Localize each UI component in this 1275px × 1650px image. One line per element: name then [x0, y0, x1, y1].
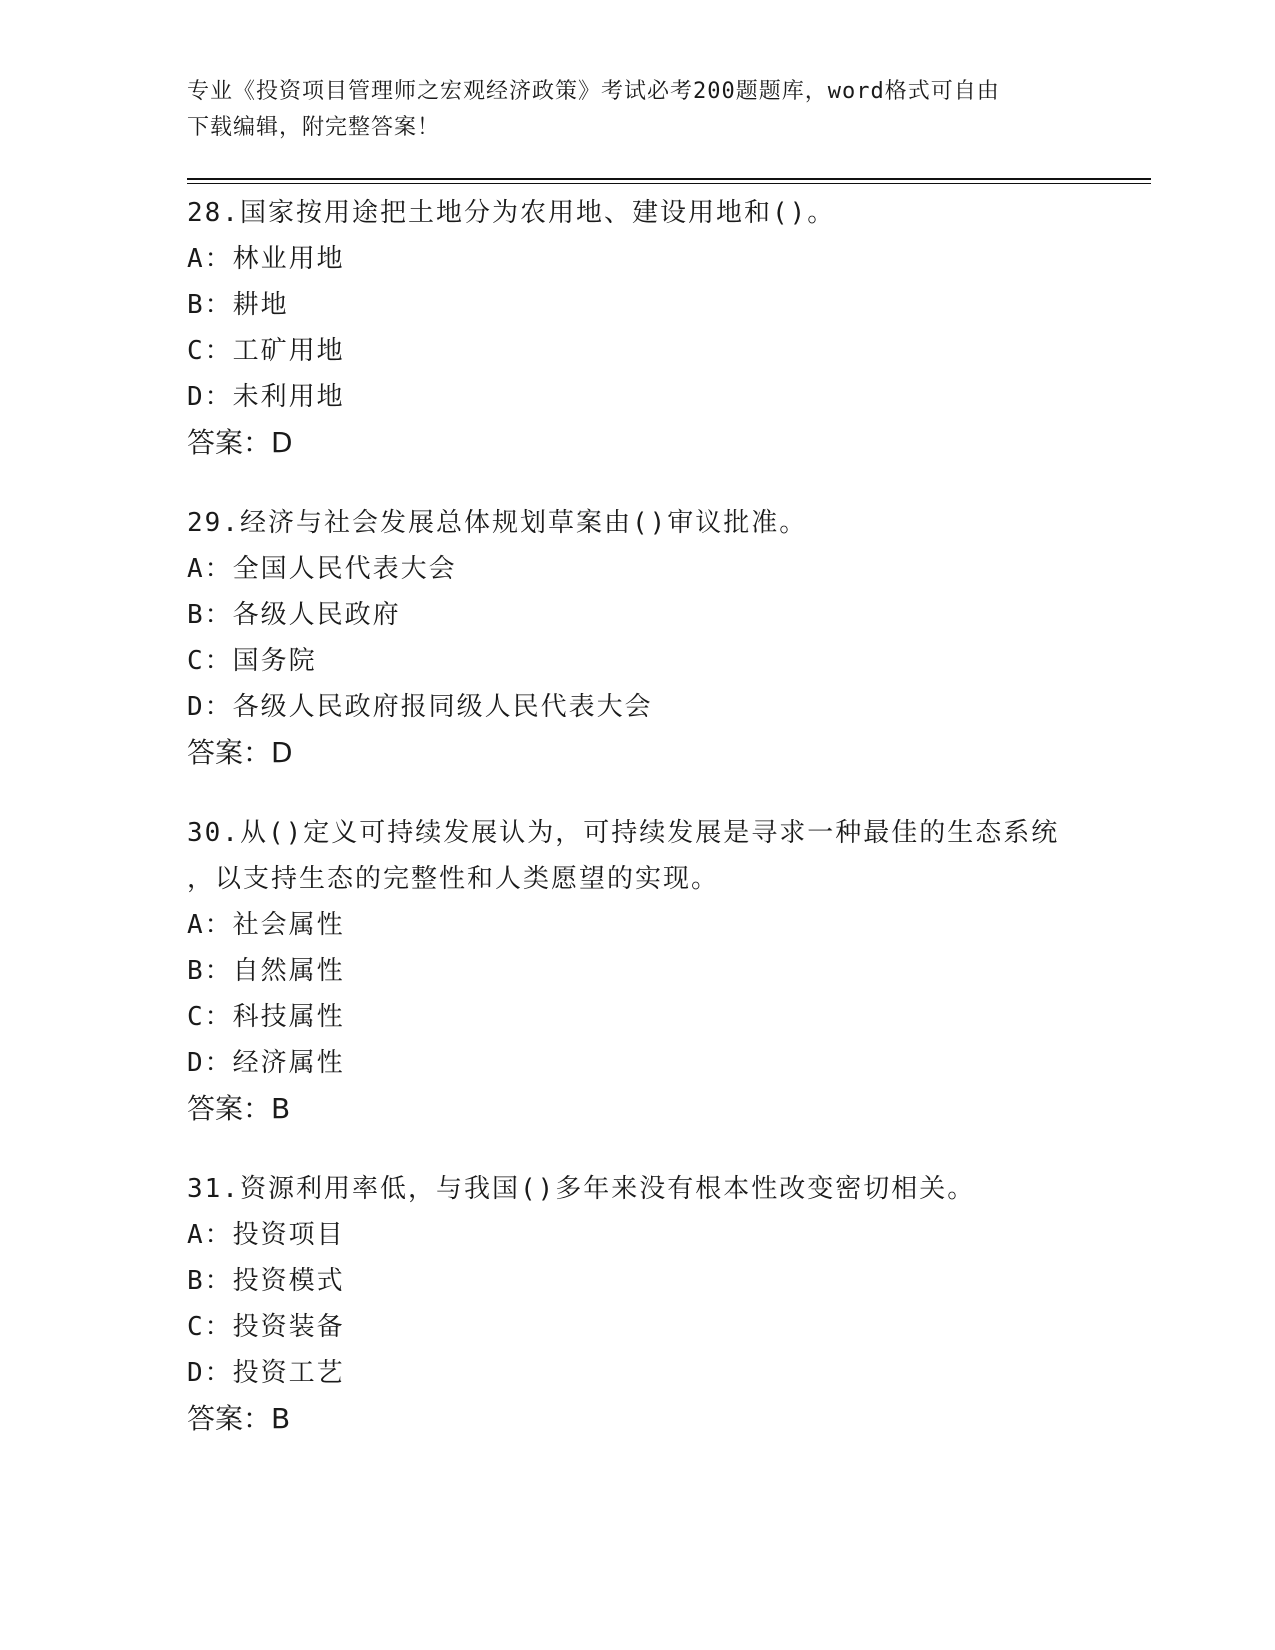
option-b: B：自然属性 [187, 956, 345, 986]
answer-line: 答案：D [187, 426, 293, 459]
option-c: C：工矿用地 [187, 336, 345, 366]
option-a: A：社会属性 [187, 910, 345, 940]
question-30 [187, 810, 1087, 1132]
header-line-2: 下载编辑，附完整答案！ [187, 115, 441, 140]
question-31 [187, 1166, 1087, 1442]
option-b: B：各级人民政府 [187, 600, 401, 630]
question-list [187, 190, 1087, 1476]
header-divider-thin [187, 183, 1151, 184]
option-c: C：国务院 [187, 646, 317, 676]
question-28 [187, 190, 1087, 466]
option-c: C：投资装备 [187, 1312, 345, 1342]
question-stem: 30.从()定义可持续发展认为，可持续发展是寻求一种最佳的生态系统 [187, 818, 1060, 848]
question-stem: 28.国家按用途把土地分为农用地、建设用地和()。 [187, 198, 836, 228]
option-d: D：未利用地 [187, 382, 345, 412]
question-stem-continued: ，以支持生态的完整性和人类愿望的实现。 [187, 864, 720, 894]
option-d: D：投资工艺 [187, 1358, 345, 1388]
header-line-1: 专业《投资项目管理师之宏观经济政策》考试必考200题题库，word格式可自由 [187, 79, 1000, 104]
option-b: B：投资模式 [187, 1266, 345, 1296]
option-b: B：耕地 [187, 290, 289, 320]
option-d: D：经济属性 [187, 1048, 345, 1078]
option-c: C：科技属性 [187, 1002, 345, 1032]
question-29 [187, 500, 1087, 776]
question-stem: 31.资源利用率低，与我国()多年来没有根本性改变密切相关。 [187, 1174, 976, 1204]
answer-line: 答案：B [187, 1402, 291, 1435]
document-header [187, 74, 1087, 146]
answer-line: 答案：B [187, 1092, 291, 1125]
option-a: A：投资项目 [187, 1220, 345, 1250]
question-stem: 29.经济与社会发展总体规划草案由()审议批准。 [187, 508, 808, 538]
answer-line: 答案：D [187, 736, 293, 769]
option-d: D：各级人民政府报同级人民代表大会 [187, 692, 653, 722]
header-divider-thick [187, 178, 1151, 180]
option-a: A：全国人民代表大会 [187, 554, 457, 584]
option-a: A：林业用地 [187, 244, 345, 274]
